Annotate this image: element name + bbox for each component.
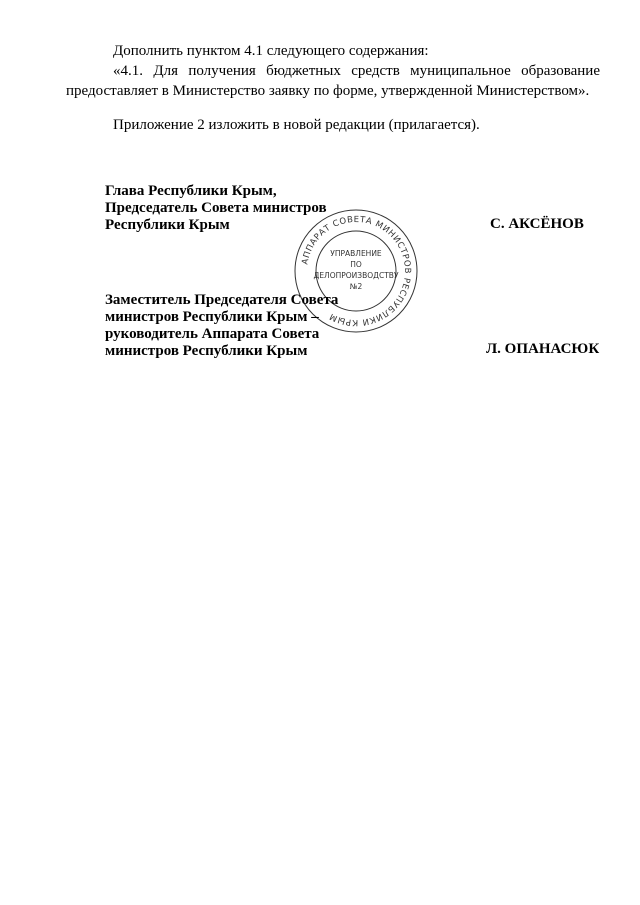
- amendment-line-4: Приложение 2 изложить в новой редакции (прилагается).: [113, 117, 480, 133]
- signatory-name: Л. ОПАНАСЮК: [486, 341, 600, 357]
- signatory-title-line: министров Республики Крым –: [105, 309, 319, 325]
- signatory-title-line: Председатель Совета министров: [105, 200, 327, 216]
- amendment-line-2: «4.1. Для получения бюджетных средств муниципальное образование: [113, 63, 600, 79]
- signatory-title-line: министров Республики Крым: [105, 343, 308, 359]
- signatory-title-line: Заместитель Председателя Совета: [105, 292, 339, 308]
- stamp-center-line: ДЕЛОПРОИЗВОДСТВУ: [313, 271, 399, 280]
- signatory-title-line: руководитель Аппарата Совета: [105, 326, 320, 342]
- stamp-center-line: ПО: [350, 260, 362, 269]
- stamp-ring-text: АППАРАТ СОВЕТА МИНИСТРОВ РЕСПУБЛИКИ КРЫМ: [300, 214, 413, 328]
- stamp-center-line: УПРАВЛЕНИЕ: [330, 249, 382, 258]
- signatory-title-line: Глава Республики Крым,: [105, 183, 277, 199]
- amendment-line-1: Дополнить пунктом 4.1 следующего содержания:: [113, 43, 429, 59]
- stamp-center-line: №2: [349, 282, 363, 291]
- signatory-title-line: Республики Крым: [105, 217, 230, 233]
- signatory-name: С. АКСЁНОВ: [490, 216, 584, 232]
- amendment-line-3: предоставляет в Министерство заявку по форме, утвержденной Министерством».: [66, 83, 590, 99]
